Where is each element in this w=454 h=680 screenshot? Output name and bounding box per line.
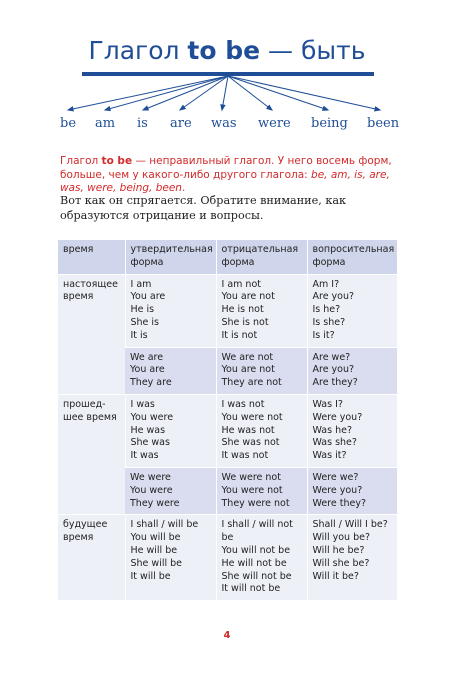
fan-arrowhead [143,106,148,110]
form-word: were [258,116,291,131]
fan-line [228,76,328,110]
fan-arrowhead [180,105,185,110]
cell-line: He is not [221,304,264,316]
cell-line: She will not be [221,570,292,582]
cell-line: Is she? [312,316,346,328]
form-word: be [60,116,77,131]
negative-cell [216,347,307,394]
affirmative-cell [125,515,216,600]
column-header: утвердительная форма [125,240,216,274]
cell-line: Was it? [312,450,347,462]
table-row [58,394,397,467]
negative-cell [216,394,307,467]
cell-line: You were not [221,411,283,423]
cell-line: Was I? [312,398,343,410]
cell-line: We are [130,351,164,363]
cell-line: Are they? [312,377,358,389]
cell-line: He will be [130,544,178,556]
cell-line: Are you? [312,364,355,376]
cell-line: We were not [221,471,281,483]
cell-line: Shall / Will I be? [312,519,388,531]
table-header-row [58,240,397,274]
fan-arrowhead [105,107,110,111]
form-word: am [95,116,116,131]
cell-line: He is [130,304,155,316]
cell-line: You are [130,364,165,376]
cell-line: She is [130,316,160,328]
affirmative-cell [125,467,216,514]
cell-line: Will she be? [312,557,370,569]
cell-line: It is not [221,329,258,341]
page-number: 4 [223,630,231,641]
column-header: время [58,240,125,274]
cell-line: Was she? [312,437,357,449]
tense-label: прошедшее время [58,394,125,514]
negative-cell [216,467,307,514]
cell-line: You will not be [221,544,291,556]
title-part2: to be [187,36,261,65]
form-word: been [367,116,400,131]
fan-line [105,76,228,110]
column-header: отрицательная форма [216,240,307,274]
cell-line: She was [130,437,170,449]
intro-pre: Глагол [60,155,102,167]
cell-line: You are not [221,291,275,303]
cell-line: I shall / will be [130,519,199,531]
cell-line: Am I? [312,278,340,290]
cell-line: We were [130,471,171,483]
cell-line: We are not [221,351,274,363]
cell-line: I am not [221,278,261,290]
fan-line [143,76,228,110]
cell-line: They were not [221,497,290,509]
cell-line: Is he? [312,304,341,316]
cell-line: Are you? [312,291,355,303]
form-word: are [170,116,192,131]
affirmative-cell [125,274,216,347]
fan-arrowhead [323,106,328,110]
intro-text: — неправильный глагол. У него восемь форм, больше, чем у какого-либо другого глагола: [60,155,392,181]
cell-line: She was not [221,437,280,449]
cell-line: It is [130,329,148,341]
affirmative-cell [125,347,216,394]
intro-forms: be, am, is, are, was, were, being, been [60,168,390,194]
cell-line: It was not [221,450,269,462]
cell-line: Were they? [312,497,366,509]
cell-line: You are not [221,364,275,376]
cell-line: I am [130,278,152,290]
cell-line: They are [130,377,172,389]
form-word: being [311,116,348,131]
cell-line: You were [130,411,174,423]
cell-line: He will not be [221,557,287,569]
tense-label: будущее время [58,515,125,600]
cell-line: It was [130,450,159,462]
cell-line: Were you? [312,484,363,496]
cell-line: Are we? [312,351,351,363]
cell-line: You will be [130,532,181,544]
cell-line: Were we? [312,471,359,483]
cell-line: I was not [221,398,265,410]
fan-arrowhead [68,107,73,111]
cell-line: She is not [221,316,269,328]
question-cell [307,394,397,467]
title-part3: — быть [260,36,366,65]
question-cell [307,467,397,514]
cell-line: You were [130,484,173,496]
cell-line: Were you? [312,411,363,423]
cell-line: You were not [221,484,283,496]
column-header: вопросительная форма [307,240,397,274]
form-word: was [211,116,237,131]
page-title [0,36,454,65]
cell-line: It will be [130,570,171,582]
conjugation-table [58,240,397,600]
body-paragraph: Вот как он спрягается. Обратите внимание, как образуются отрицание и вопросы. [60,194,347,222]
table-row [58,274,397,347]
question-cell [307,515,397,600]
table-row [58,515,397,600]
intro-end: . [181,182,186,194]
intro-paragraph [60,155,400,196]
cell-line: Will it be? [312,570,359,582]
title-part1: Глагол [88,36,188,65]
cell-line: She will be [130,557,182,569]
negative-cell [216,274,307,347]
negative-cell [216,515,307,600]
cell-line: He was not [221,424,275,436]
fan-arrowhead [221,105,225,110]
cell-line: They are not [221,377,282,389]
cell-line: Was he? [312,424,352,436]
intro-bold: to be [101,155,133,167]
fan-arrowhead [375,107,380,111]
cell-line: be [221,532,234,544]
cell-line: They were [130,497,180,509]
cell-line: Will he be? [312,544,365,556]
cell-line: It will not be [221,583,281,595]
cell-line: He was [130,424,166,436]
form-word: is [137,116,148,131]
cell-line: I was [130,398,155,410]
question-cell [307,347,397,394]
cell-line: You are [130,291,166,303]
question-cell [307,274,397,347]
cell-line: Is it? [312,329,335,341]
cell-line: Will you be? [312,532,371,544]
forms-fan-diagram [0,70,454,116]
affirmative-cell [125,394,216,467]
cell-line: I shall / will not [221,519,293,531]
tense-label: настоящее время [58,274,125,394]
